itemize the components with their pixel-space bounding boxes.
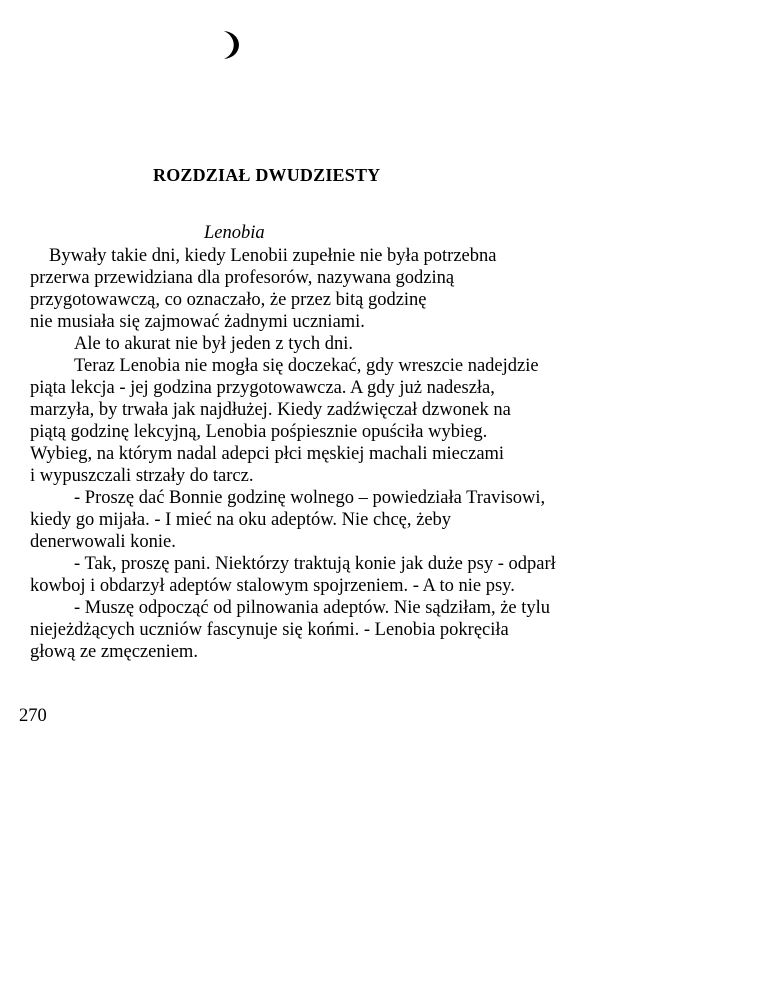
page-number: 270	[19, 706, 47, 726]
text-line: - Muszę odpocząć od pilnowania adeptów. Nie sądziłam, że tylu	[74, 598, 551, 618]
text-line: Teraz Lenobia nie mogła się doczekać, gdy wreszcie nadejdzie	[74, 356, 539, 376]
text-line: przerwa przewidziana dla profesorów, nazywana godziną	[30, 268, 455, 288]
text-line: i wypuszczali strzały do tarcz.	[30, 466, 254, 486]
chapter-title: ROZDZIAŁ DWUDZIESTY	[153, 165, 381, 185]
text-line: niejeżdżących uczniów fascynuje się końmi. - Lenobia pokręciła	[30, 620, 509, 640]
text-line: głową ze zmęczeniem.	[30, 642, 198, 662]
crescent-moon-icon	[218, 28, 246, 62]
text-line: marzyła, by trwała jak najdłużej. Kiedy zadźwięczał dzwonek na	[30, 400, 511, 420]
text-line: - Proszę dać Bonnie godzinę wolnego – powiedziała Travisowi,	[74, 488, 546, 508]
text-line: nie musiała się zajmować żadnymi uczniami.	[30, 312, 365, 332]
text-line: piątą godzinę lekcyjną, Lenobia pośpiesznie opuściła wybieg.	[30, 422, 488, 442]
text-line: kiedy go mijała. - I mieć na oku adeptów. Nie chcę, żeby	[30, 510, 452, 530]
text-line: Ale to akurat nie był jeden z tych dni.	[74, 334, 353, 354]
text-line: piąta lekcja - jej godzina przygotowawcza. A gdy już nadeszła,	[30, 378, 495, 398]
chapter-pov-name: Lenobia	[204, 223, 265, 243]
text-line: przygotowawczą, co oznaczało, że przez bitą godzinę	[30, 290, 427, 310]
text-line: kowboj i obdarzył adeptów stalowym spojrzeniem. - A to nie psy.	[30, 576, 515, 596]
text-line: Bywały takie dni, kiedy Lenobii zupełnie nie była potrzebna	[49, 246, 497, 266]
text-line: denerwowali konie.	[30, 532, 176, 552]
text-line: Wybieg, na którym nadal adepci płci męskiej machali mieczami	[30, 444, 505, 464]
text-line: - Tak, proszę pani. Niektórzy traktują konie jak duże psy - odparł	[74, 554, 556, 574]
